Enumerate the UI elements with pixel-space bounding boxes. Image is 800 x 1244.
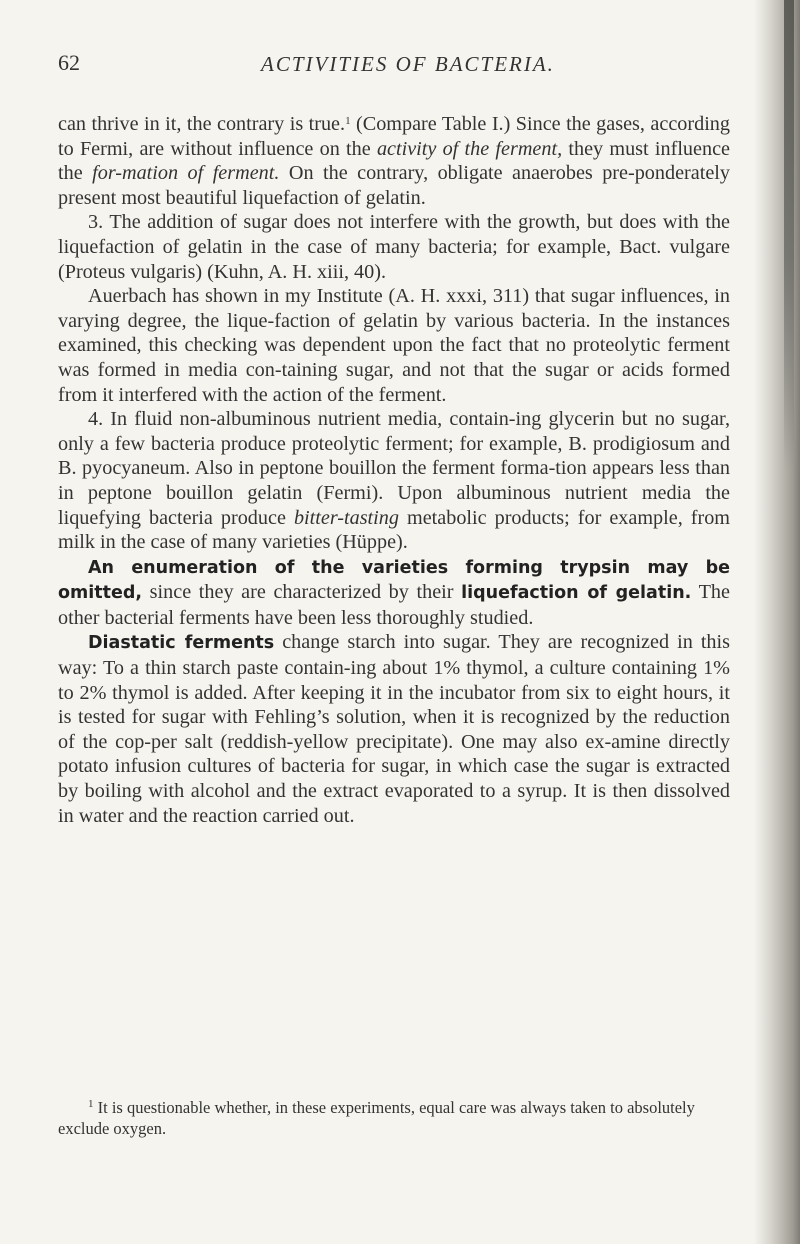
paragraph-5 xyxy=(58,555,730,631)
bold-phrase: An enumeration of the varieties forming trypsin may be omitted, xyxy=(58,557,730,604)
running-head: ACTIVITIES OF BACTERIA. xyxy=(261,52,555,76)
footnote-text: It is questionable whether, in these experiments, equal care was always taken to absolutely exclude oxygen. xyxy=(58,1098,695,1138)
paragraph-3: Auerbach has shown in my Institute (A. H. xxxi, 311) that sugar influences, in varying degree, the lique-faction of gelatin by various bacteria. In the instances examined, this checking was dependent upon the fact that no proteolytic ferment was formed in media con-taining sugar, and not that the sugar or acids formed from it interfered with the action of the ferment. xyxy=(58,285,730,406)
italic-phrase: for-mation of ferment. xyxy=(92,162,280,185)
text-run: metabolic products; for example, from milk in the case of many varieties (Hüppe). xyxy=(58,506,731,554)
body-text xyxy=(58,112,730,828)
page-header xyxy=(58,50,758,86)
page-number: 62 xyxy=(58,50,80,75)
binding-edge-shadow xyxy=(784,0,794,470)
text-run: can thrive in it, the contrary is true. xyxy=(58,113,346,135)
paragraph-1 xyxy=(58,112,730,210)
text-run: (Compare Table I.) Since the gases, according to Fermi, are without influence on the xyxy=(58,113,730,160)
italic-phrase: bitter-tasting xyxy=(293,506,399,529)
text-run: On the contrary, obligate anaerobes pre-ponderately present most beautiful liquefaction of gelatin. xyxy=(58,162,731,209)
text-run: change starch into sugar. They are recognized in this way: To a thin starch paste contain-ing about 1% thymol, a culture containing 1% to 2% thymol is added. After keeping it in the incubator from six to eight hours, it is tested for sugar with Fehling’s solution, when it is recognized by the reduction of the cop-per salt (reddish-yellow precipitate). One may also ex-amine directly potato infusion cultures of bacteria for sugar, in which case the sugar is extracted by boiling with alcohol and the extract evaporated to a syrup. It is then dissolved in water and the reaction carried out. xyxy=(58,631,730,827)
paragraph-2: 3. The addition of sugar does not interfere with the growth, but does with the liquefaction of gelatin in the case of many bacteria; for example, Bact. vulgare (Proteus vulgaris) (Kuhn, A. H. xiii, 40). xyxy=(58,211,730,283)
bold-phrase: liquefaction of gelatin. xyxy=(461,583,692,604)
bold-phrase: Diastatic ferments xyxy=(88,633,275,654)
text-run: they must influence the xyxy=(58,137,730,185)
italic-phrase: activity of the ferment, xyxy=(376,137,563,160)
footnote-marker: 1 xyxy=(88,1098,94,1110)
paragraph-4 xyxy=(58,407,730,555)
paragraph-6 xyxy=(58,630,730,828)
text-run: since they are characterized by their xyxy=(142,581,462,604)
text-run: The other bacterial ferments have been less thoroughly studied. xyxy=(58,581,730,629)
footnote xyxy=(58,1097,730,1139)
footnote-marker: 1 xyxy=(345,115,351,127)
text-run: 4. In fluid non-albuminous nutrient media, contain-ing glycerin but no sugar, only a few bacteria produce proteolytic ferment; for example, B. prodigiosum and B. pyocyaneum. Also in peptone bouillon the ferment forma-tion appears less than in peptone bouillon gelatin (Fermi). Upon albuminous nutrient media the liquefying bacteria produce xyxy=(58,408,730,529)
